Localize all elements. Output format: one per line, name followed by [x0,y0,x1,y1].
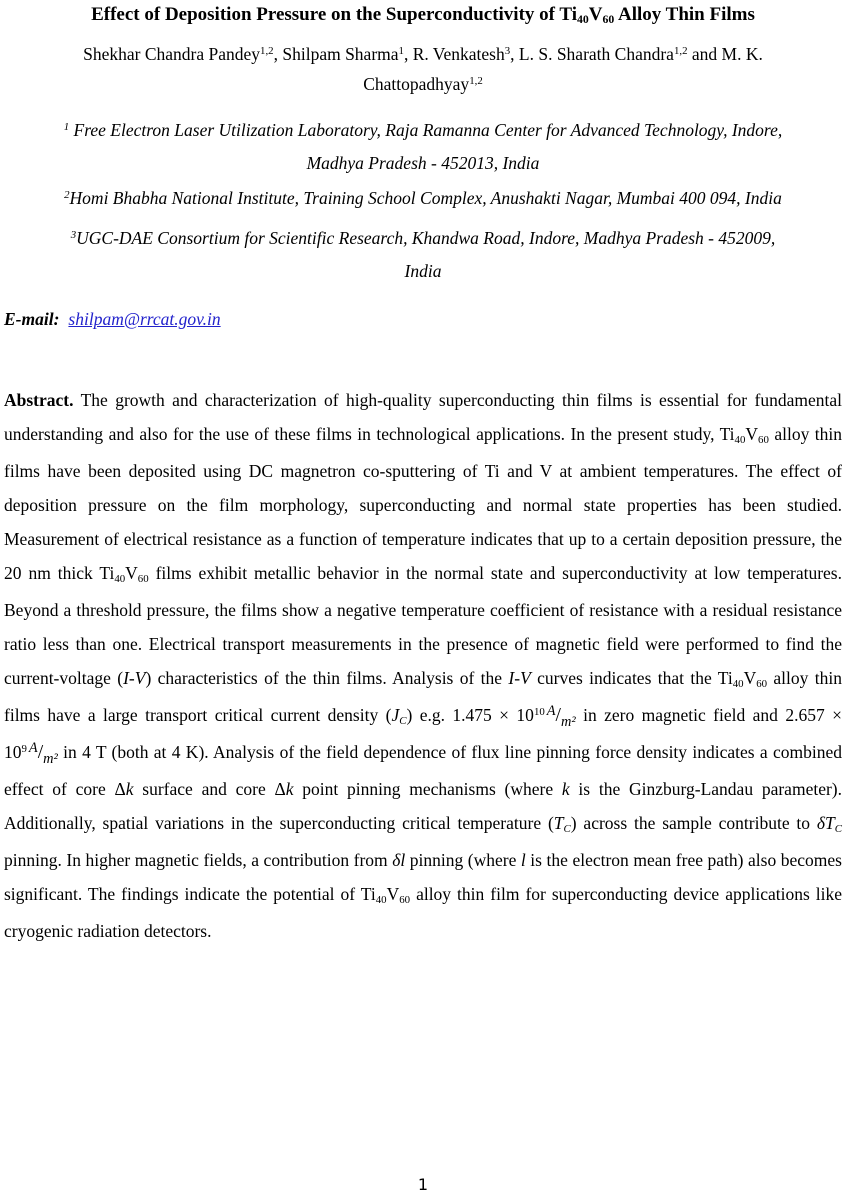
affiliation-3: $^3$UGC-DAE Consortium for Scientific Research, Khandwa Road, Indore, Madhya Pradesh - 452009, India [70,228,776,281]
paper-title: Effect of Deposition Pressure on the Superconductivity of Ti40V60 Alloy Thin Films [91,4,755,27]
email-row [0,307,846,331]
affiliation-2: $^2$Homi Bhabha National Institute, Training School Complex, Anushakti Nagar, Mumbai 400 094, India [64,188,782,208]
authors-line: Shekhar Chandra Pandey$^{1,2}$, Shilpam Sharma$^1$, R. Venkatesh$^3$, L. S. Sharath Chandra$^{1,2}$ and M. K. Chattopadhyay$^{1,2}$ [83,44,763,94]
email-label: E-mail: [4,309,60,329]
affiliations-block [0,115,846,286]
page-number: 1 [417,1175,429,1194]
affiliation-1: $^1$ Free Electron Laser Utilization Laboratory, Raja Ramanna Center for Advanced Technology, Indore, Madhya Pradesh - 452013, India [63,120,783,173]
abstract-paragraph: Abstract. The growth and characterization of high-quality superconducting thin films is essential for fundamental understanding and also for the use of these films in technological applications. In the present study, Ti40V60 alloy thin films have been deposited using DC magnetron co-sputtering of Ti and V at ambient temperatures. The effect of deposition pressure on the film morphology, superconducting and normal state properties has been studied. Measurement of electrical resistance as a function of temperature indicates that up to a certain deposition pressure, the 20 nm thick Ti40V60 films exhibit metallic behavior in the normal state and superconductivity at low temperatures. Beyond a threshold pressure, the films show a negative temperature coefficient of resistance with a residual resistance ratio less than one. Electrical transport measurements in the presence of magnetic field were performed to find the current-voltage (I-V) characteristics of the thin films. Analysis of the I-V curves indicates that the Ti40V60 alloy thin films have a large transport critical current density (JC) e.g. $1.475 \times 10^{10}$ $^A/_{m^2}$ in zero magnetic field and $2.657 \times 10^9$ $^A/_{m^2}$ in 4 T (both at 4 K). Analysis of the field dependence of flux line pinning force density indicates a combined effect of core Δk surface and core Δk point pinning mechanisms (where k is the Ginzburg-Landau parameter). Additionally, spatial variations in the superconducting critical temperature (TC) across the sample contribute to δTC pinning. In higher magnetic fields, a contribution from δl pinning (where l is the electron mean free path) also becomes significant. The findings indicate the potential of Ti40V60 alloy thin film for superconducting device applications like cryogenic radiation detectors. [4,390,843,941]
email-link[interactable]: shilpam@rrcat.gov.in [68,309,221,329]
